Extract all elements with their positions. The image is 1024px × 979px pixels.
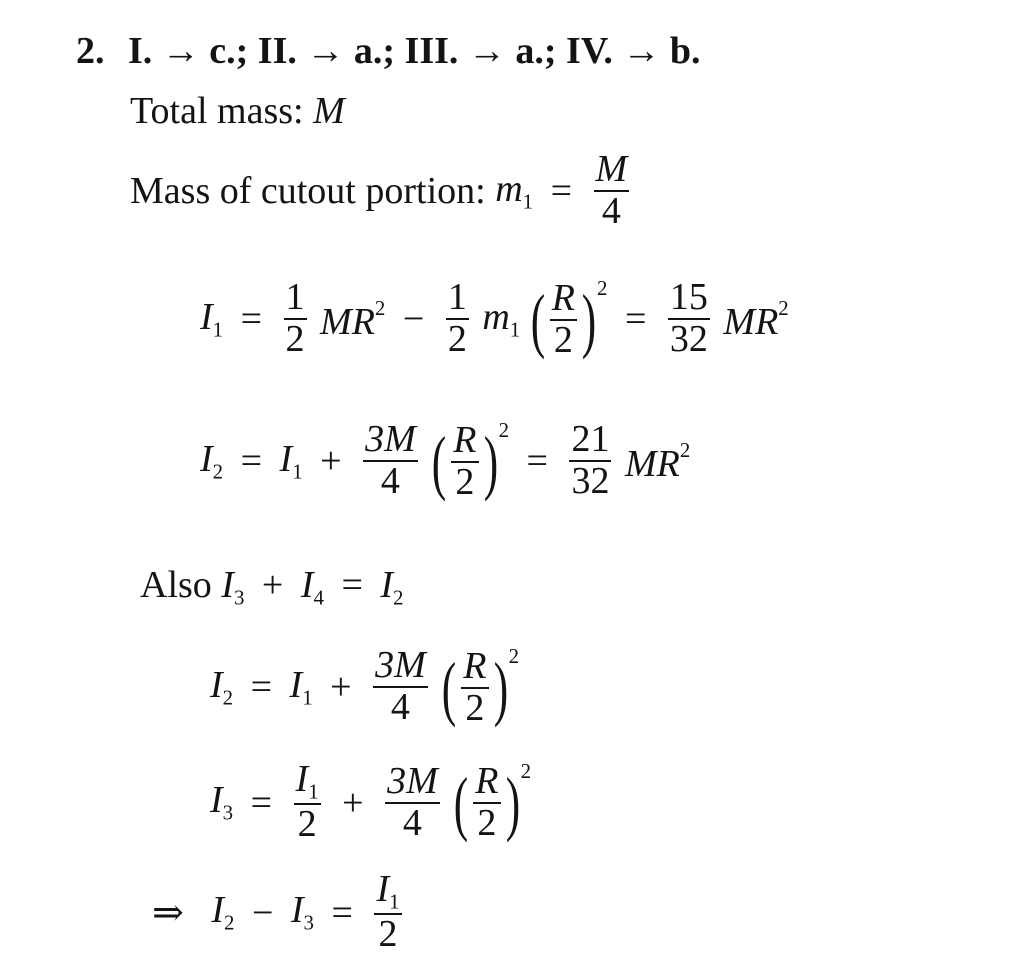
total-mass-line (130, 92, 345, 130)
m1-symbol: $m_1$ (495, 167, 534, 214)
matching-answer: I. → c.; II. → a.; III. → a.; IV. → b. (128, 30, 701, 72)
fraction-m-over-4: $\frac{M}{4}$ (595, 148, 628, 232)
equation-i2: $I_2 = I_1$ + $\frac{3M}{4}$ ( $\frac{R}{2}$ )$^2$ = $\frac{21}{32}$ $MR^2$ (200, 418, 691, 503)
problem-number: 2. (76, 30, 105, 72)
also-label: Also (140, 564, 212, 606)
equation-difference: ⇒ $I_2 - I_3$ = $\frac{I_1}{2}$ (152, 868, 400, 956)
cutout-label: Mass of cutout portion: (130, 169, 486, 212)
also-line: Also $I_3 + I_4 = I_2$ (140, 564, 404, 610)
equation-i3: $I_3$ = $\frac{I_1}{2}$ + $\frac{3M}{4}$ ( $\frac{R}{2}$ )$^2$ (210, 758, 532, 846)
implies-arrow: ⇒ (152, 891, 184, 934)
equals-sign: = (550, 169, 573, 212)
equation-i2-repeat: $I_2 = I_1$ + $\frac{3M}{4}$ ( $\frac{R}{2}$ )$^2$ (210, 644, 520, 729)
equation-i1: $I_1$ = $\frac{1}{2}$ $MR^2$ − $\frac{1}{2}$ $m_1$ ( $\frac{R}{2}$ )$^2$ = $\frac{15}{32}$ $MR^2$ (200, 276, 789, 361)
total-mass-symbol: M (313, 90, 345, 132)
answer-heading (76, 32, 701, 70)
cutout-mass-line (130, 150, 633, 232)
total-mass-label: Total mass: (130, 90, 304, 132)
